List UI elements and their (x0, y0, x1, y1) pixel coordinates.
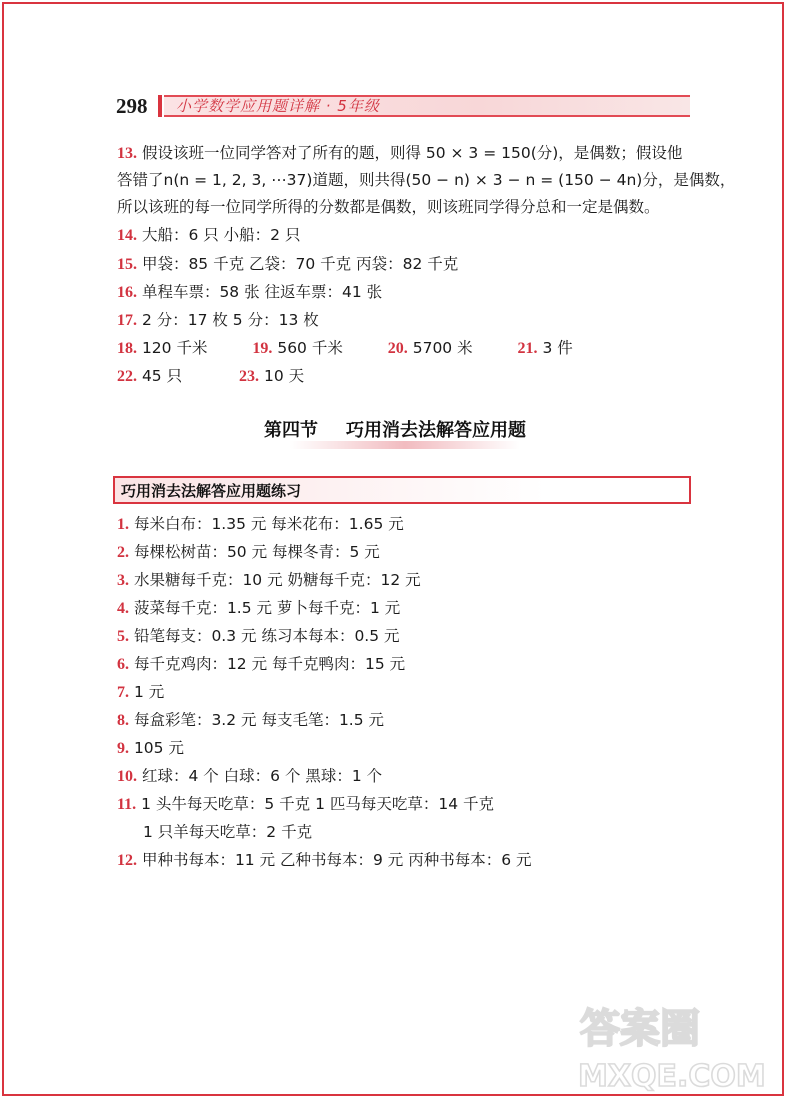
answer-text: 105 元 (133, 739, 184, 757)
page-header (116, 93, 691, 119)
answer-number: 14. (117, 227, 137, 244)
page-number: 298 (116, 94, 148, 118)
book-title: 小学数学应用题详解 · 5年级 (176, 97, 380, 115)
answer-number: 9. (117, 740, 129, 757)
answer-text: 45 只 (141, 367, 183, 385)
answer-line (117, 793, 494, 816)
answer-text: 答错了n(n = 1, 2, 3, ⋯37)道题，则共得(50 − n) × 3 − n = (150 − 4n)分，是偶数， (117, 171, 736, 189)
answer-number: 5. (117, 628, 129, 645)
answer-text: 每盒彩笔：3.2 元 每支毛笔：1.5 元 (133, 711, 385, 729)
answer-text: 3 件 (542, 339, 573, 357)
answer-text: 1 头牛每天吃草：5 千克 1 匹马每天吃草：14 千克 (141, 795, 495, 813)
answer-text: 所以该班的每一位同学所得的分数都是偶数，则该班同学得分总和一定是偶数。 (117, 198, 660, 216)
answer-text: 每千克鸡肉：12 元 每千克鸭肉：15 元 (133, 655, 406, 673)
answer-text: 2 分：17 枚 5 分：13 枚 (141, 311, 319, 329)
answer-number: 8. (117, 712, 129, 729)
answer-number: 15. (117, 256, 137, 273)
section-label: 第四节 (264, 420, 318, 441)
answer-line (117, 224, 300, 247)
answer-text: 10 天 (263, 367, 305, 385)
practice-heading-box (113, 476, 691, 504)
answer-line (117, 513, 404, 536)
section-underline (290, 441, 520, 449)
answer-line (117, 253, 458, 276)
watermark-top-text: 答案圈 (580, 1006, 700, 1052)
answer-number: 16. (117, 284, 137, 301)
answer-text: 1 元 (133, 683, 165, 701)
answer-line (117, 281, 382, 304)
answer-text: 甲袋：85 千克 乙袋：70 千克 丙袋：82 千克 (141, 255, 459, 273)
answer-number: 12. (117, 852, 137, 869)
answer-line (117, 849, 532, 872)
answer-number: 11. (117, 796, 137, 813)
answer-number: 18. (117, 340, 137, 357)
answer-line (117, 196, 660, 218)
answer-line (117, 569, 421, 592)
answer-number: 22. (117, 368, 137, 385)
answer-text: 120 千米 (141, 339, 208, 357)
answer-text: 水果糖每千克：10 元 奶糖每千克：12 元 (133, 571, 421, 589)
watermark-logo (572, 994, 772, 1094)
answer-number: 17. (117, 312, 137, 329)
answer-number: 2. (117, 544, 129, 561)
answer-text: 每米白布：1.35 元 每米花布：1.65 元 (133, 515, 404, 533)
answer-line (117, 142, 682, 165)
answer-line (117, 737, 184, 760)
answer-text: 甲种书每本：11 元 乙种书每本：9 元 丙种书每本：6 元 (141, 851, 532, 869)
answer-number: 6. (117, 656, 129, 673)
answer-line (117, 625, 400, 648)
answer-line (117, 169, 735, 191)
answer-line (117, 597, 400, 620)
answer-number: 10. (117, 768, 137, 785)
answer-number: 4. (117, 600, 129, 617)
answer-line (143, 821, 312, 843)
answer-text: 560 千米 (277, 339, 343, 357)
answer-text: 假设该班一位同学答对了所有的题，则得 50 × 3 = 150(分)，是偶数；假设他 (141, 144, 683, 162)
answer-line (117, 709, 384, 732)
answer-number: 7. (117, 684, 129, 701)
section-title: 巧用消去法解答应用题 (346, 420, 526, 441)
answer-number: 13. (117, 145, 137, 162)
answer-text: 大船：6 只 小船：2 只 (141, 226, 301, 244)
answer-number: 20. (387, 340, 408, 357)
answer-line (117, 765, 382, 788)
practice-title: 巧用消去法解答应用题练习 (121, 482, 302, 500)
answer-line (117, 653, 405, 676)
answer-text: 红球：4 个 白球：6 个 黑球：1 个 (141, 767, 383, 785)
answer-row (117, 337, 573, 360)
answer-text: 每棵松树苗：50 元 每棵冬青：5 元 (133, 543, 380, 561)
answer-line (117, 541, 380, 564)
answer-number: 19. (252, 340, 273, 357)
answer-line (117, 309, 319, 332)
watermark-bottom-text: MXQE.COM (578, 1059, 766, 1094)
answer-row (117, 365, 304, 388)
header-title-bar (164, 95, 690, 117)
answer-text: 铅笔每支：0.3 元 练习本每本：0.5 元 (133, 627, 400, 645)
answer-number: 1. (117, 516, 129, 533)
answer-text: 单程车票：58 张 往返车票：41 张 (141, 283, 383, 301)
section-heading (0, 416, 790, 442)
answer-line (117, 681, 164, 704)
answer-number: 3. (117, 572, 129, 589)
answer-number: 23. (239, 368, 260, 385)
answer-text: 5700 米 (412, 339, 473, 357)
answer-text: 1 只羊每天吃草：2 千克 (143, 823, 313, 841)
answer-number: 21. (517, 340, 538, 357)
answer-text: 菠菜每千克：1.5 元 萝卜每千克：1 元 (133, 599, 401, 617)
